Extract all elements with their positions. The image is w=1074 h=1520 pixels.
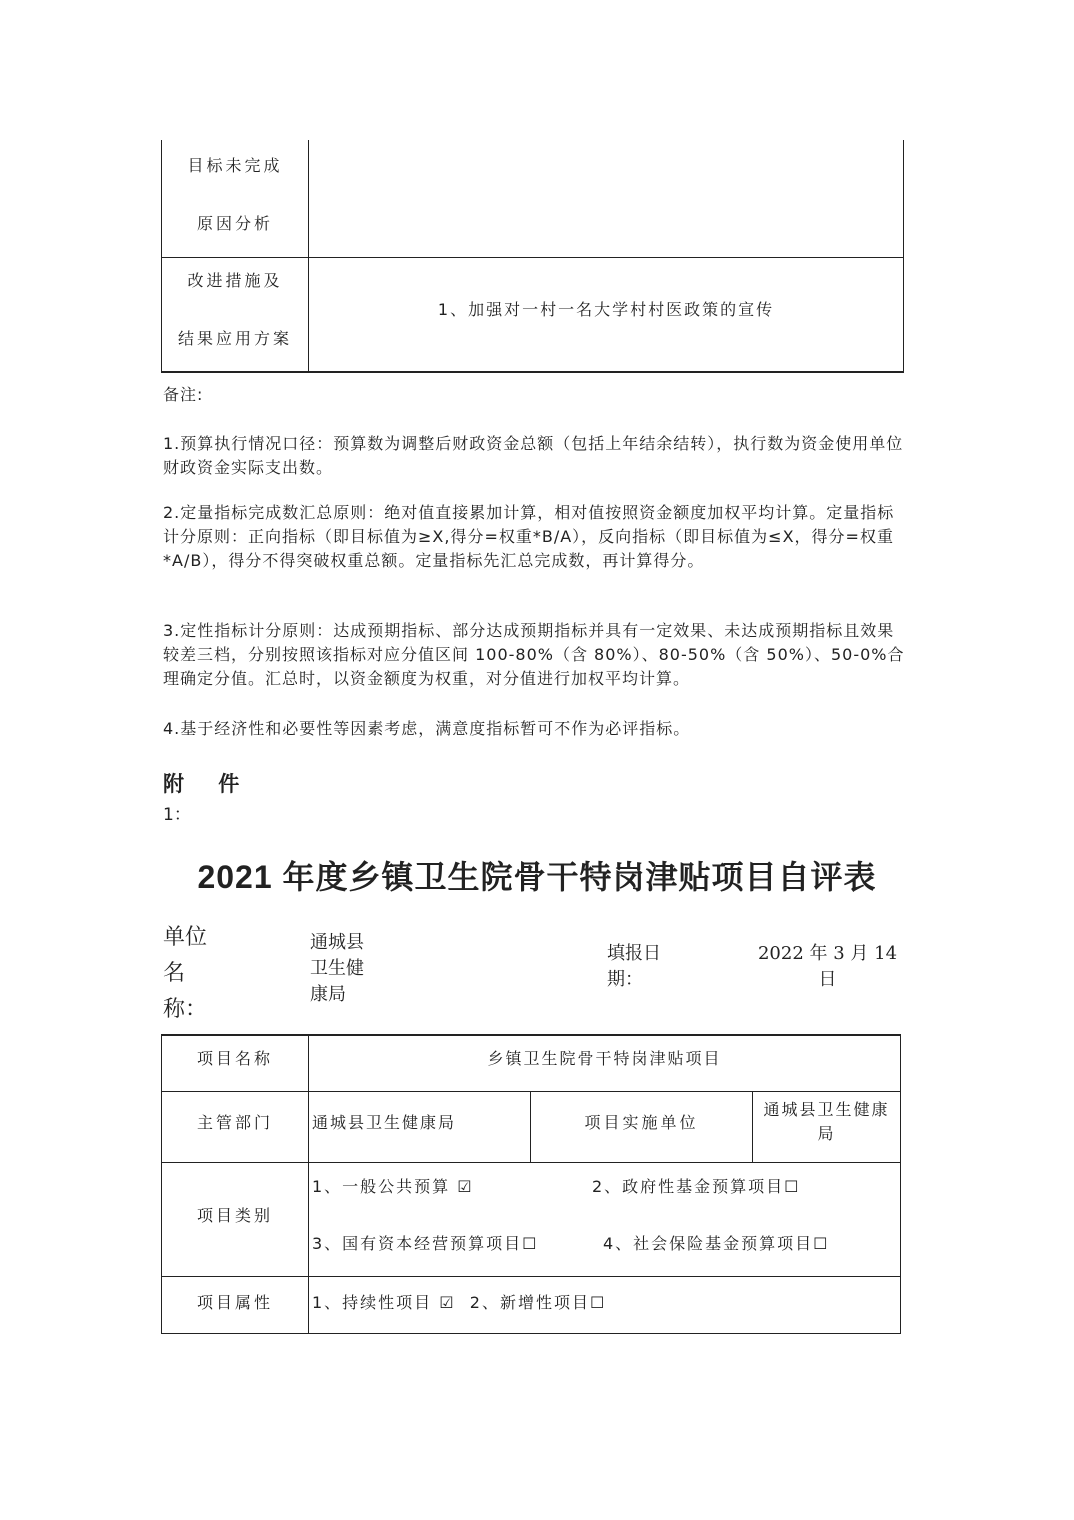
impl-value	[753, 1098, 900, 1146]
note-item: 1.预算执行情况口径：预算数为调整后财政资金总额（包括上年结余结转），执行数为资金使用单位财政资金实际支出数。	[163, 434, 904, 477]
table-border	[900, 1034, 901, 1334]
table-border	[903, 140, 904, 372]
unit-label-line: 单位	[163, 925, 208, 950]
unit-value	[310, 930, 364, 1008]
row-label: 目标未完成	[187, 156, 283, 175]
note-item: 2.定量指标完成数汇总原则：绝对值直接累加计算，相对值按照资金额度加权平均计算。定量指标计分原则：正向指标（即目标值为≥X,得分=权重*B/A），反向指标（即目标值为≤X，得分=权重*A/B），得分不得突破权重总额。定量指标先汇总完成数，再计算得分。	[163, 503, 895, 570]
unit-value-line: 卫生健	[310, 958, 364, 979]
table-border	[161, 1034, 901, 1036]
attachment-label: 附 件	[163, 772, 242, 796]
table-border	[161, 1333, 901, 1334]
unit-value-line: 康局	[310, 984, 346, 1005]
unit-label-line: 称：	[163, 997, 208, 1022]
table-border	[161, 1091, 901, 1092]
dept-label: 主管部门	[196, 1113, 273, 1132]
table-border	[308, 1034, 309, 1334]
category-option-3: 3、国有资本经营预算项目☐	[312, 1234, 539, 1253]
project-name-value: 乡镇卫生院骨干特岗津贴项目	[487, 1049, 722, 1068]
dept-value: 通城县卫生健康局	[312, 1113, 457, 1132]
table-border	[161, 1162, 901, 1163]
row-label: 结果应用方案	[177, 329, 292, 348]
attr-value: 1、持续性项目 ☑ 2、新增性项目☐	[312, 1293, 607, 1312]
category-option-1: 1、一般公共预算 ☑	[312, 1177, 474, 1196]
unit-label	[163, 920, 207, 1028]
table-border	[161, 257, 904, 258]
attachment-number: 1：	[163, 805, 191, 825]
impl-label: 项目实施单位	[584, 1113, 699, 1132]
date-label-line: 期：	[607, 969, 643, 990]
row-content: 1、加强对一村一名大学村村医政策的宣传	[437, 300, 775, 319]
table-border	[161, 371, 904, 373]
row-label: 改进措施及	[187, 271, 283, 290]
category-option-4: 4、社会保险基金预算项目☐	[603, 1234, 830, 1253]
date-value-line: 2022 年 3 月 14	[757, 943, 898, 964]
table-border	[161, 1276, 901, 1277]
impl-value-line: 通城县卫生健康	[763, 1100, 890, 1119]
row-label: 原因分析	[196, 214, 273, 233]
note-item: 3.定性指标计分原则：达成预期指标、部分达成预期指标并具有一定效果、未达成预期指标且效果较差三档，分别按照该指标对应分值区间 100-80%（含 80%）、80-50%（含 50%）、50-0%合理确定分值。汇总时，以资金额度为权重，对分值进行加权平均计算。	[163, 621, 905, 688]
impl-value-line: 局	[817, 1124, 836, 1143]
category-option-2: 2、政府性基金预算项目☐	[592, 1177, 801, 1196]
category-label: 项目类别	[196, 1206, 273, 1225]
unit-label-line: 名	[163, 961, 186, 986]
unit-value-line: 通城县	[310, 932, 364, 953]
notes-heading: 备注:	[163, 385, 204, 404]
page-title: 2021 年度乡镇卫生院骨干特岗津贴项目自评表	[197, 859, 877, 895]
date-value-line: 日	[818, 969, 837, 990]
date-label	[607, 941, 661, 993]
date-value	[750, 941, 905, 993]
attr-label: 项目属性	[196, 1293, 273, 1312]
note-item: 4.基于经济性和必要性等因素考虑，满意度指标暂可不作为必评指标。	[163, 719, 691, 738]
project-name-label: 项目名称	[196, 1049, 273, 1068]
date-label-line: 填报日	[607, 943, 661, 964]
table-border	[308, 140, 309, 372]
table-border	[161, 1034, 162, 1334]
